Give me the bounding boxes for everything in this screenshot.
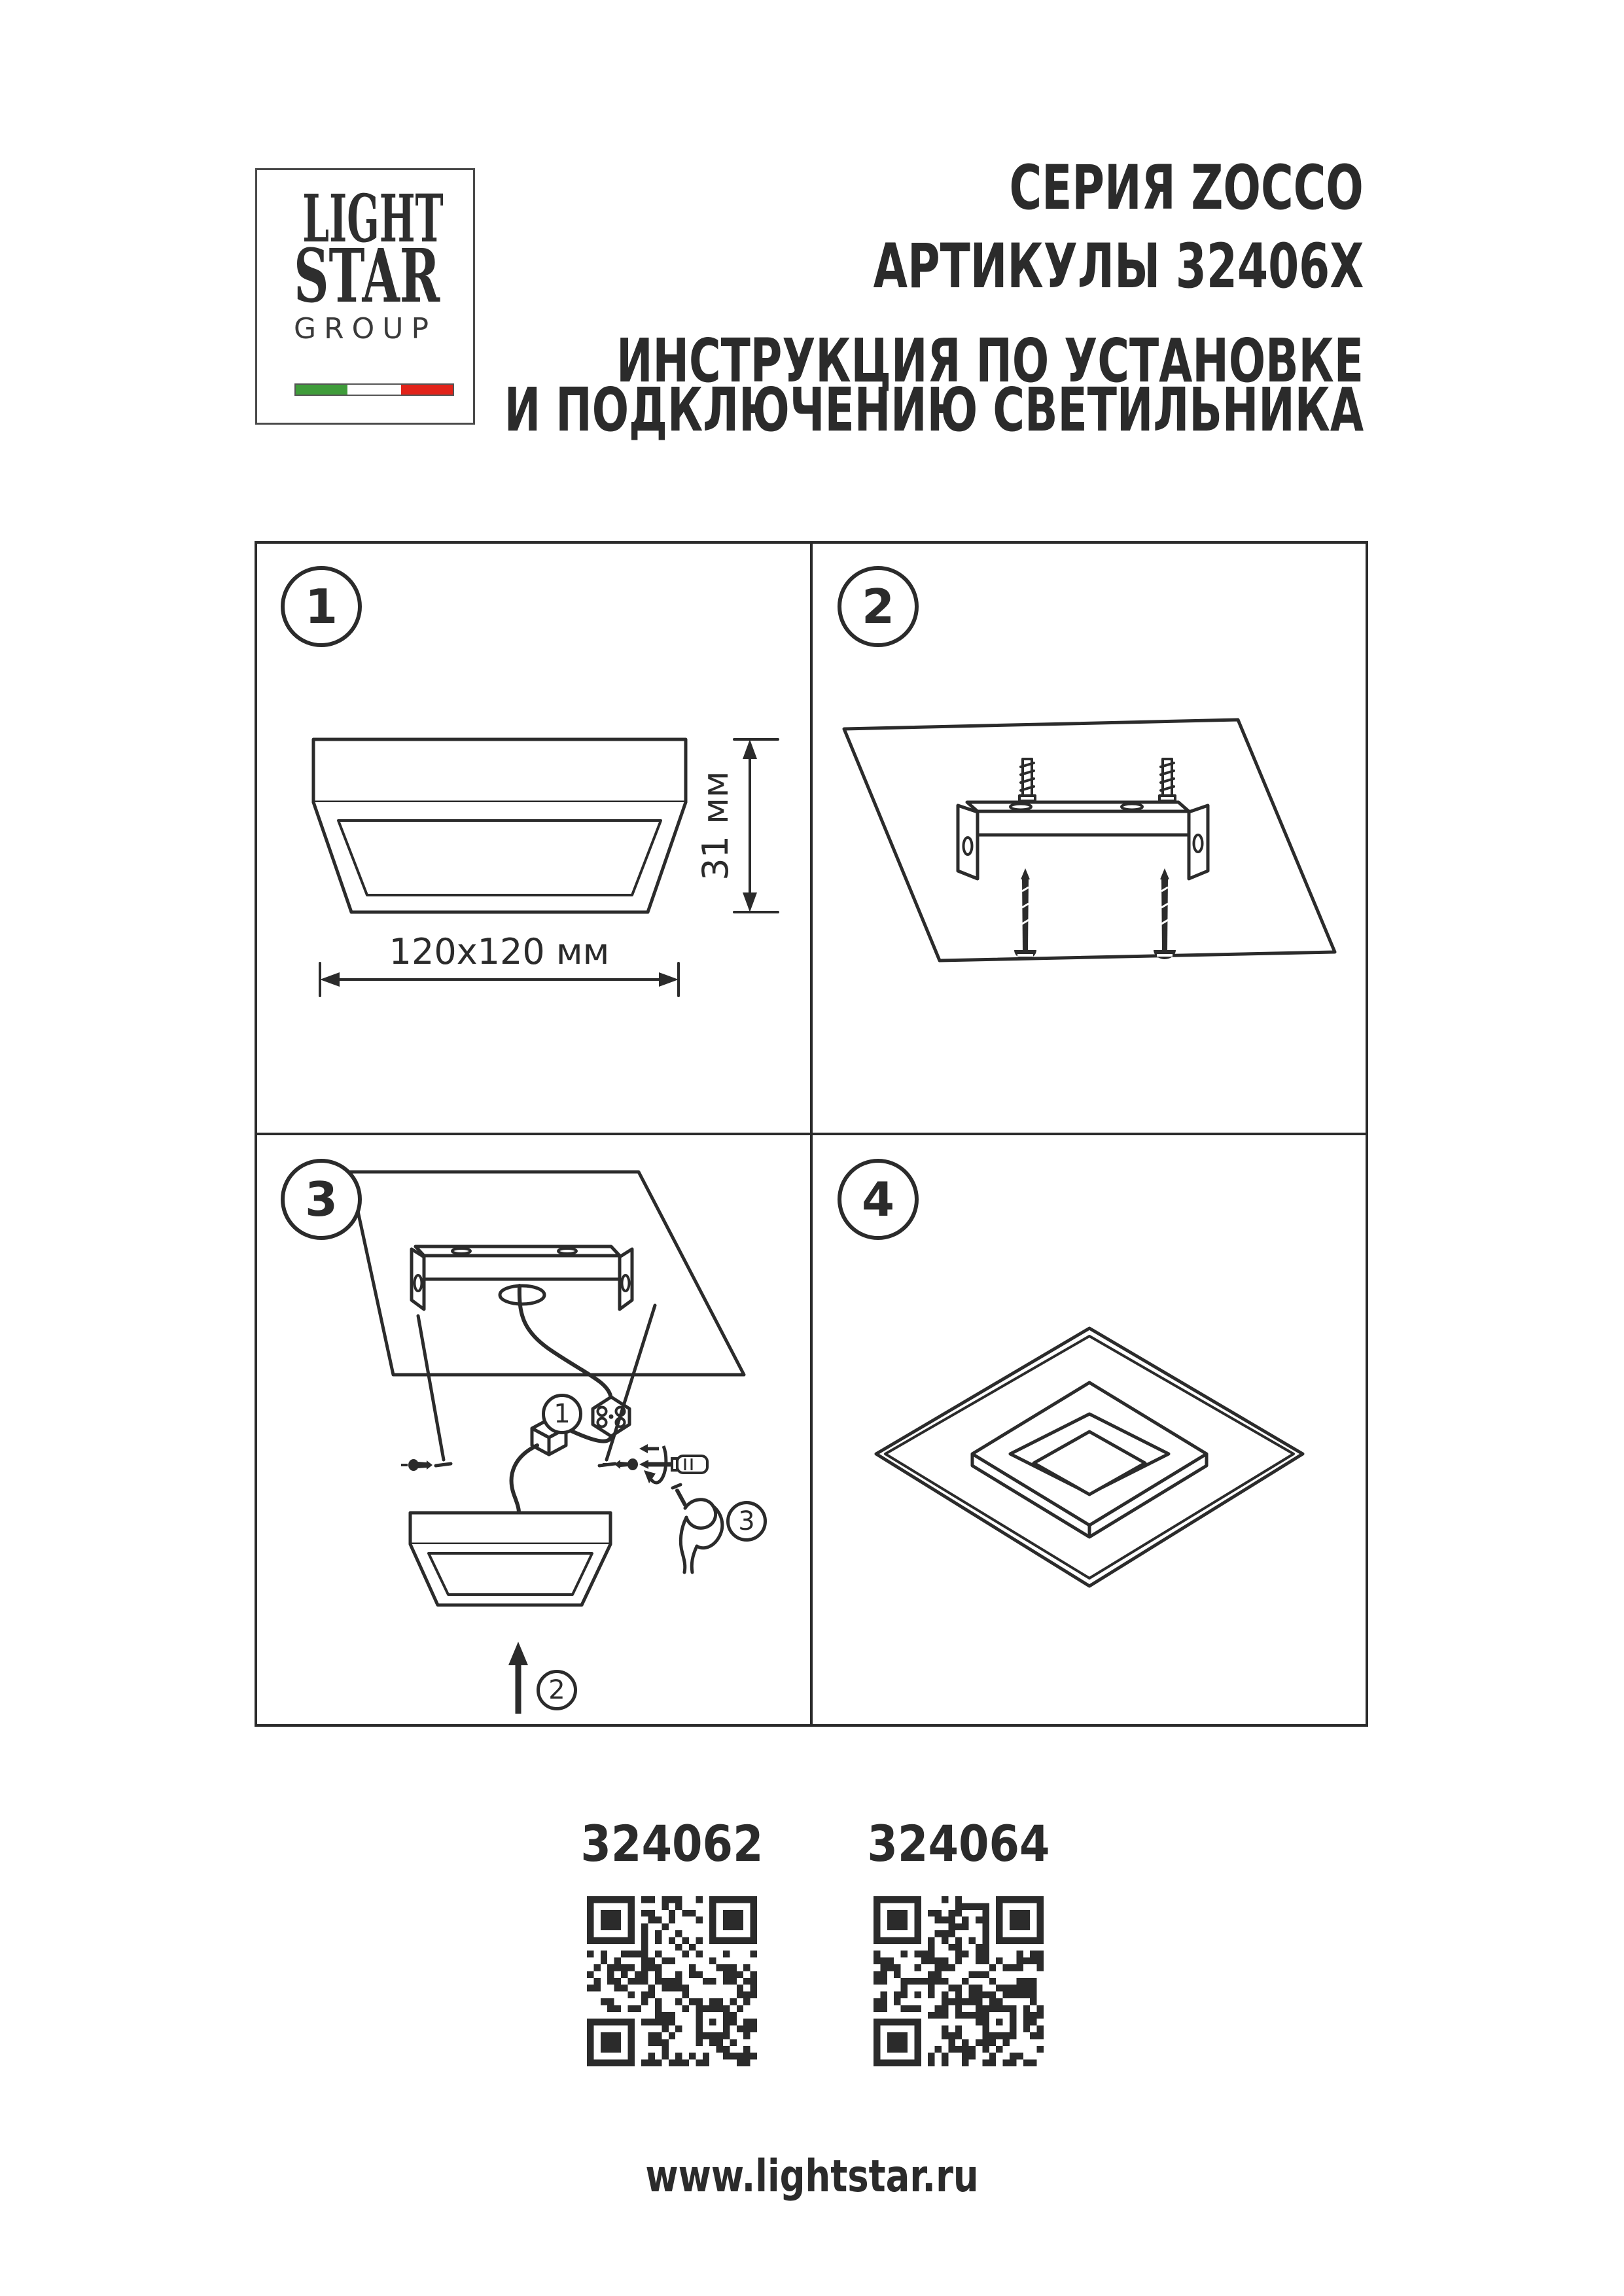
qr-code bbox=[874, 1896, 1044, 2066]
step1-number-badge: 1 bbox=[281, 566, 362, 647]
step3-number-badge: 3 bbox=[281, 1159, 362, 1240]
product-code: 324062 bbox=[580, 1814, 764, 1873]
instruction-title-line1: ИНСТРУКЦИЯ ПО УСТАНОВКЕ bbox=[616, 326, 1364, 396]
flag-white-stripe bbox=[347, 385, 401, 395]
height-dimension-label: 31 мм bbox=[695, 771, 736, 881]
series-title: СЕРИЯ ZOCCO bbox=[1009, 152, 1364, 224]
articles-title: АРТИКУЛЫ 32406X bbox=[873, 231, 1364, 302]
product-code: 324064 bbox=[867, 1814, 1050, 1873]
width-dimension-label: 120x120 мм bbox=[389, 931, 610, 972]
step4-number-badge: 4 bbox=[838, 1159, 919, 1240]
grid-horizontal-divider bbox=[255, 1133, 1368, 1135]
italian-flag-icon bbox=[294, 383, 454, 396]
logo-word-light: LIGHT bbox=[302, 180, 444, 257]
logo-word-star: STAR bbox=[294, 234, 440, 319]
logo-word-group: GROUP bbox=[293, 312, 437, 345]
qr-code bbox=[587, 1896, 757, 2066]
instruction-title-line2: И ПОДКЛЮЧЕНИЮ СВЕТИЛЬНИКА bbox=[504, 375, 1364, 445]
lightstar-logo bbox=[255, 168, 475, 425]
flag-green-stripe bbox=[296, 385, 347, 395]
substep2-badge: 2 bbox=[537, 1670, 577, 1710]
substep3-badge: 3 bbox=[726, 1501, 767, 1542]
step2-number-badge: 2 bbox=[838, 566, 919, 647]
flag-red-stripe bbox=[401, 385, 453, 395]
substep1-badge: 1 bbox=[542, 1394, 582, 1434]
website-url: www.lightstar.ru bbox=[645, 2151, 979, 2202]
